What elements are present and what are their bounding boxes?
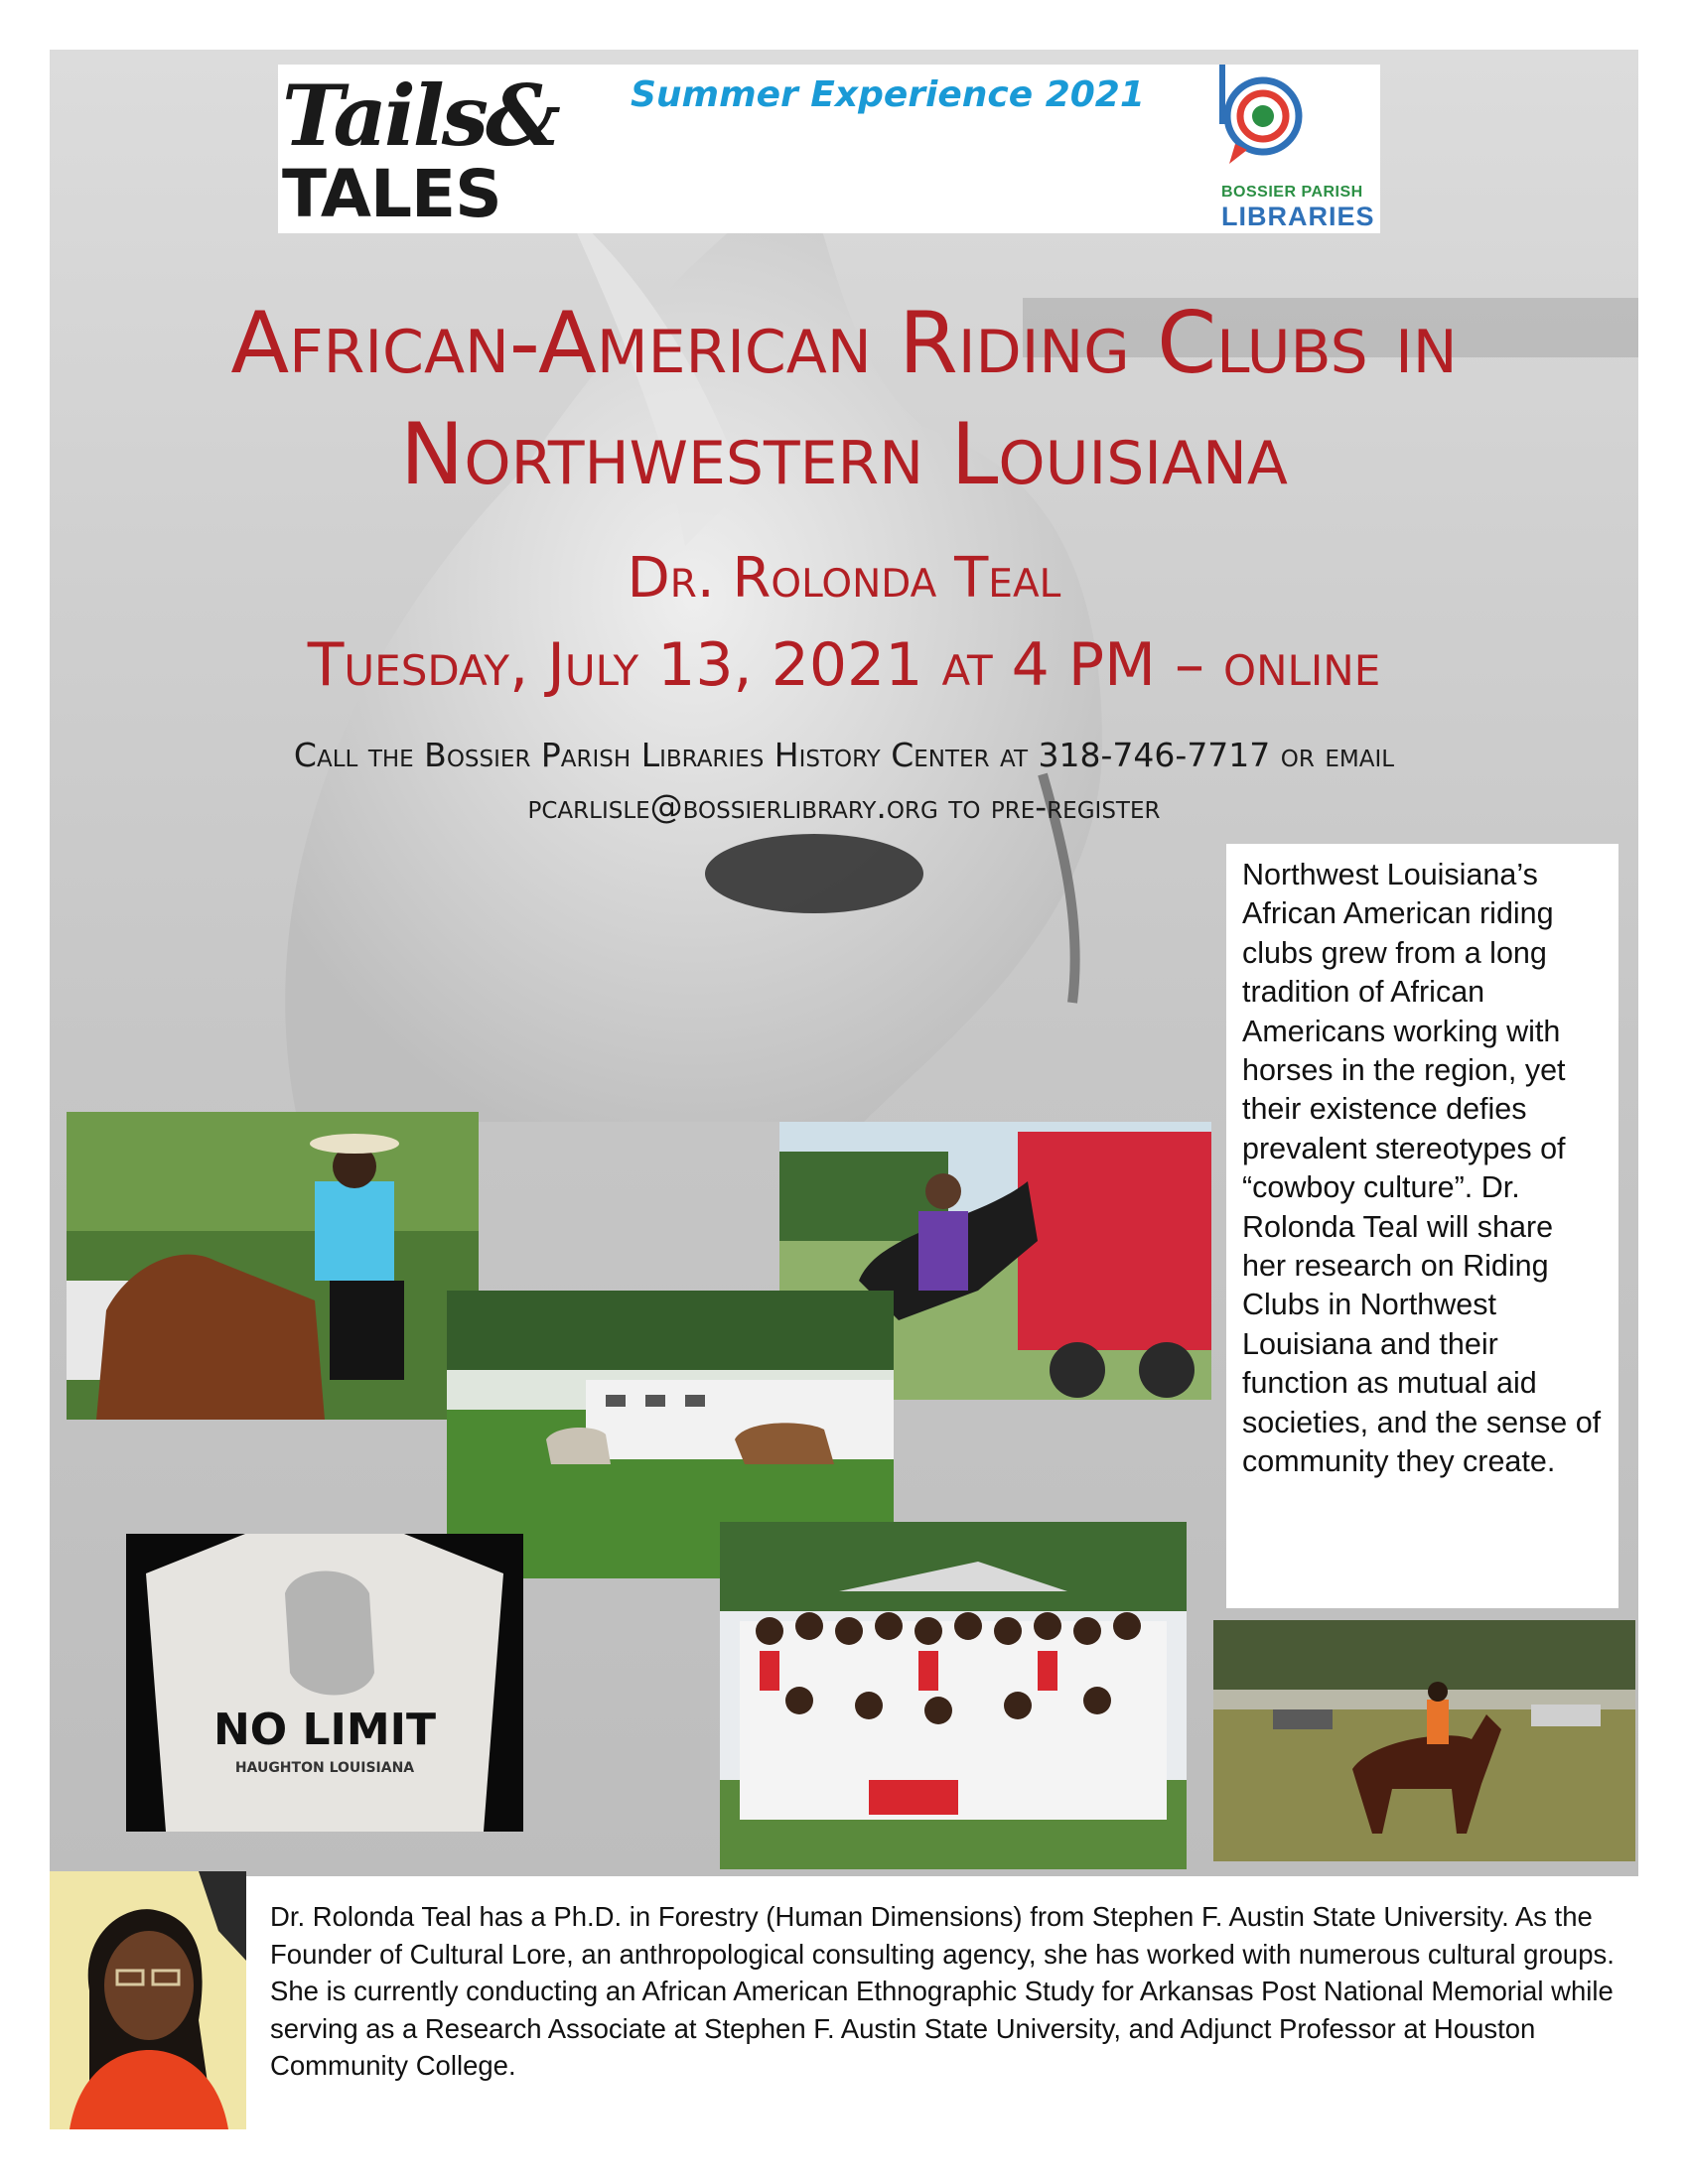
shirt-subtext: HAUGHTON LOUISIANA	[234, 1760, 415, 1776]
photo-rider-on-horse-in-field	[1213, 1620, 1635, 1861]
photo-riding-club-group	[720, 1522, 1187, 1869]
tails-and-tales-logo	[278, 65, 556, 233]
event-datetime: Tuesday, July 13, 2021 at 4 PM – online	[307, 630, 1381, 700]
speaker-bio: Dr. Rolonda Teal has a Ph.D. in Forestry (Human Dimensions) from Stephen F. Austin State University. As the Founder of Cultural Lore, an anthropological consulting agency, she has worked with numerous cultural groups. She is currently conducting an African American Ethnographic Study for Arkansas Post National Memorial while serving as a Research Associate at Stephen F. Austin State University, and Adjunct Professor at Houston Community College.	[270, 1901, 1615, 2081]
event-title-line1: African-American Riding Clubs in	[230, 294, 1458, 393]
header-banner	[278, 65, 1380, 233]
contact-info	[50, 730, 1638, 833]
shirt-text: NO LIMIT	[212, 1705, 437, 1755]
library-logo-line2: LIBRARIES	[1221, 202, 1375, 231]
logo-tales-text: TALES	[282, 156, 501, 232]
event-title-line2: Northwestern Louisiana	[400, 405, 1288, 504]
summer-experience-label: Summer Experience 2021	[631, 74, 1145, 115]
event-title	[60, 288, 1628, 510]
contact-line2: pcarlisle@bossierlibrary.org to pre-register	[527, 787, 1161, 826]
photo-man-on-horse	[67, 1112, 479, 1420]
speaker-name: Dr. Rolonda Teal	[627, 546, 1061, 611]
contact-line1: Call the Bossier Parish Libraries History Center at 318-746-7717 or email	[293, 736, 1395, 774]
photo-no-limit-t-shirt	[126, 1534, 523, 1832]
photo-dr-rolonda-teal	[50, 1871, 246, 2129]
library-logo-line1: BOSSIER PARISH	[1221, 184, 1363, 201]
description-text: Northwest Louisiana’s African American riding clubs grew from a long tradition of African Americans working with horses in the region, yet their existence defies prevalent stereotypes of “cowboy culture”. Dr. Rolonda Teal will share her research on Riding Clubs in Northwest Louisiana and their function as mutual aid societies, and the sense of community they create.	[1242, 858, 1602, 1479]
logo-tails-text: Tails&	[282, 67, 558, 165]
description-box	[1226, 844, 1618, 1608]
